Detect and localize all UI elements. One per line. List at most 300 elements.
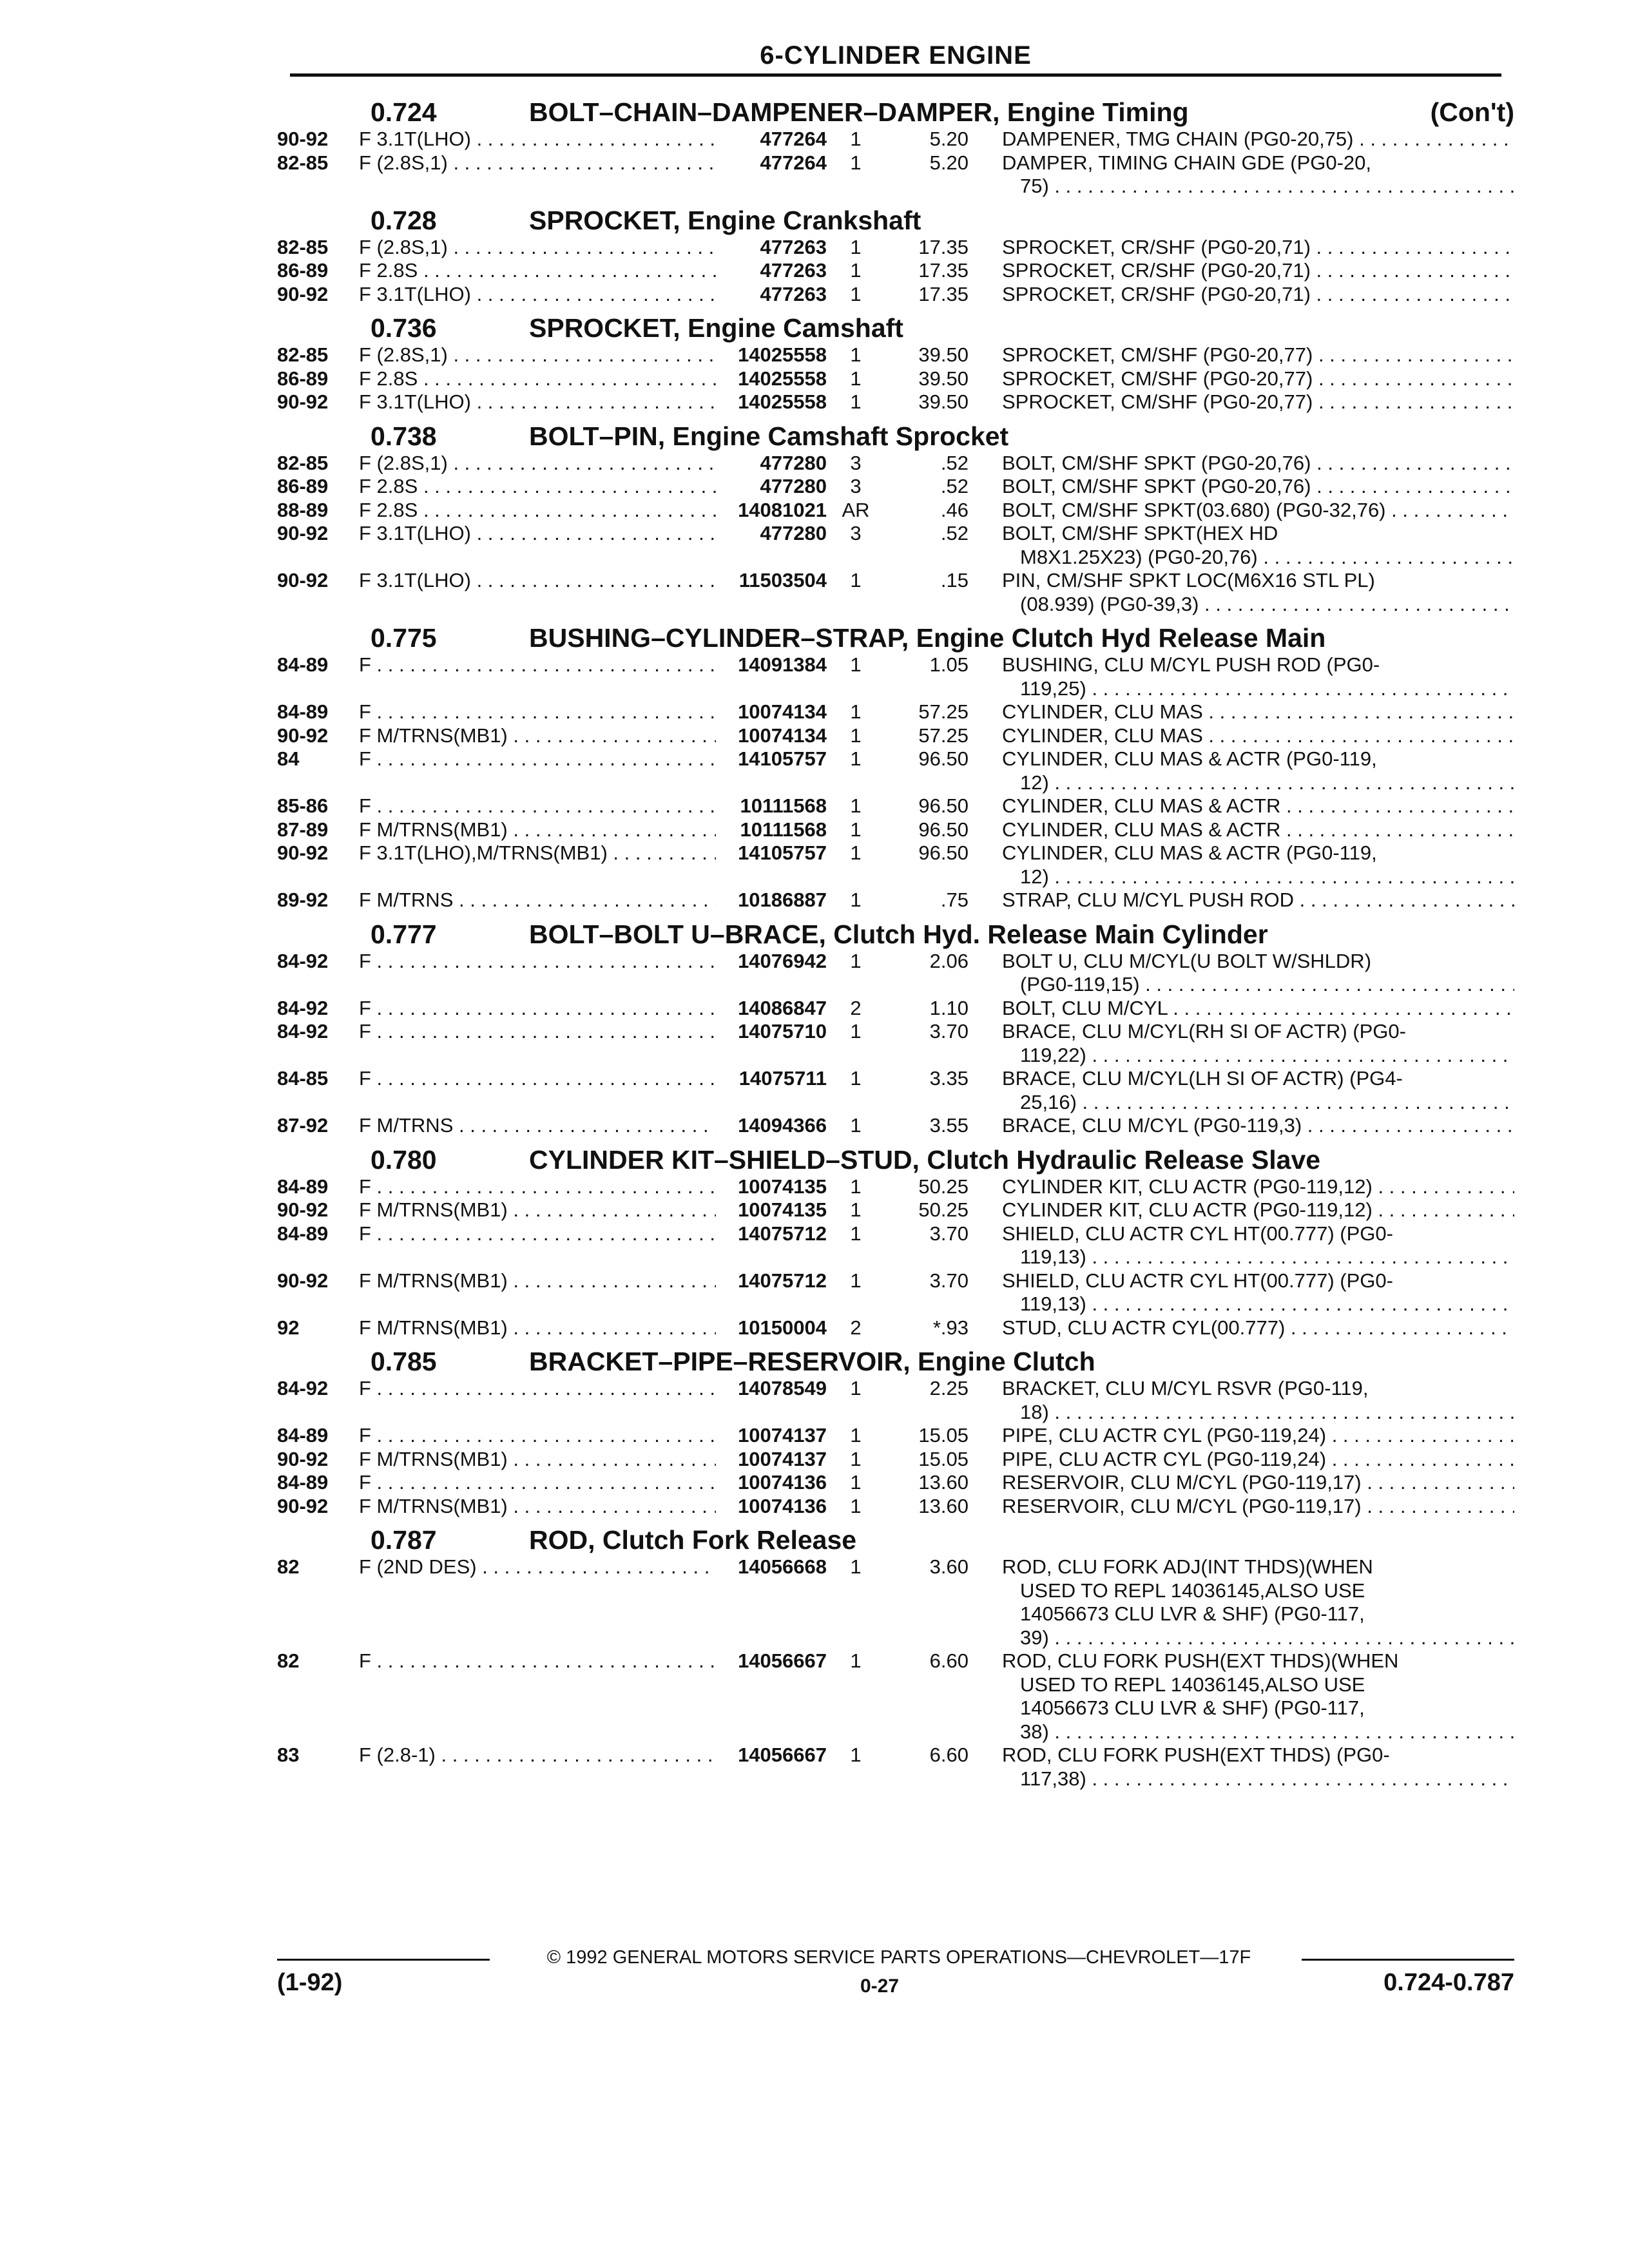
quantity: 1 [850,235,862,258]
parts-row [277,1424,1514,1448]
quantity: 1 [850,653,862,676]
description-line: 119,13) . . . [1002,1293,1514,1316]
quantity: 1 [850,747,862,770]
price: 17.35 [918,282,969,305]
description-line: DAMPENER, TMG CHAIN (PG0-20,75) . . . [1002,128,1514,151]
description-line: CYLINDER, CLU MAS . . . [1002,700,1514,724]
quantity: 3 [850,522,862,544]
quantity: 2 [850,1316,862,1339]
year-range: 90-92 [277,1447,329,1470]
description-line: BOLT, CM/SHF SPKT (PG0-20,76) . . . [1002,475,1514,499]
model-spec: F M/TRNS . . . [359,889,716,912]
description-line: M8X1.25X23) (PG0-20,76) . . . [1002,546,1514,570]
price: 96.50 [918,818,969,841]
part-description [1002,1495,1514,1519]
parts-row [277,390,1514,414]
part-number: 477264 [760,128,827,150]
model-spec: F 3.1T(LHO) . . . [359,128,716,151]
year-range: 86-89 [277,367,329,390]
year-range: 90-92 [277,522,329,544]
parts-row [277,794,1514,818]
section-code: 0.787 [371,1525,437,1555]
price: 96.50 [918,841,969,864]
parts-row [277,475,1514,499]
price: 13.60 [918,1471,969,1494]
section-header [277,1138,1514,1175]
year-range: 82-85 [277,343,329,366]
part-number: 14091384 [738,653,827,676]
description-line: CYLINDER, CLU MAS & ACTR (PG0-119, [1002,841,1377,864]
description-line: 12) . . . [1002,865,1514,889]
part-description [1002,841,1514,889]
year-range: 85-86 [277,794,329,817]
model-spec: F . . . [359,653,716,677]
quantity: 1 [850,1447,862,1470]
model-spec: F M/TRNS(MB1) . . . [359,1495,716,1519]
part-number: 477280 [760,522,827,544]
year-range: 83 [277,1744,300,1766]
description-line: BOLT, CM/SHF SPKT(03.680) (PG0-32,76) . . . [1002,499,1514,523]
price: 96.50 [918,747,969,770]
description-line: CYLINDER KIT, CLU ACTR (PG0-119,12) . . . [1002,1198,1514,1222]
description-line: STUD, CLU ACTR CYL(00.777) . . . [1002,1316,1514,1340]
year-range: 82-85 [277,151,329,174]
section-title: BRACKET–PIPE–RESERVOIR, Engine Clutch [529,1347,1095,1376]
parts-row [277,889,1514,912]
part-number: 14075712 [738,1222,827,1245]
quantity: 1 [850,1222,862,1245]
quantity: 1 [850,1114,862,1137]
part-number: 10074135 [738,1198,827,1221]
description-line: SPROCKET, CR/SHF (PG0-20,71) . . . [1002,283,1514,307]
description-line: BOLT U, CLU M/CYL(U BOLT W/SHLDR) [1002,949,1372,972]
year-range: 90-92 [277,1494,329,1517]
section-title: CYLINDER KIT–SHIELD–STUD, Clutch Hydraulic Release Slave [529,1144,1321,1175]
price: .52 [940,522,969,544]
description-line: BOLT, CLU M/CYL . . . [1002,997,1514,1021]
parts-row [277,1555,1514,1649]
part-number: 14075710 [738,1020,827,1043]
price: 13.60 [918,1494,969,1517]
part-number: 14056668 [738,1555,827,1578]
section-header [277,1518,1514,1555]
year-range: 90-92 [277,724,329,747]
part-description [1002,1744,1514,1791]
model-spec: F (2.8-1) . . . [359,1744,716,1767]
price: 3.60 [929,1555,969,1578]
description-line: BOLT, CM/SHF SPKT(HEX HD [1002,522,1278,544]
parts-row [277,1175,1514,1199]
part-number: 477263 [760,259,827,282]
part-number: 14105757 [738,747,827,770]
year-range: 84-89 [277,1222,329,1245]
footer-divider-left [277,1959,490,1961]
model-spec: F 2.8S . . . [359,259,716,283]
model-spec: F M/TRNS(MB1) . . . [359,1198,716,1222]
description-line: RESERVOIR, CLU M/CYL (PG0-119,17) . . . [1002,1471,1514,1495]
footer-copyright: © 1992 GENERAL MOTORS SERVICE PARTS OPERATIONS—CHEVROLET—17F [546,1947,1251,1968]
quantity: 1 [850,128,862,150]
quantity: 1 [850,282,862,305]
part-number: 477280 [760,451,827,474]
parts-row [277,1067,1514,1114]
quantity: 1 [850,1067,862,1090]
part-description [1002,1175,1514,1199]
model-spec: F M/TRNS(MB1) . . . [359,1269,716,1293]
parts-row [277,569,1514,616]
quantity: 1 [850,1649,862,1672]
part-number: 10074136 [738,1471,827,1494]
model-spec: F 2.8S . . . [359,475,716,499]
description-line: STRAP, CLU M/CYL PUSH ROD . . . [1002,889,1514,912]
quantity: 1 [850,1377,862,1399]
quantity: 1 [850,151,862,174]
year-range: 92 [277,1316,300,1339]
part-description [1002,283,1514,307]
quantity: 1 [850,343,862,366]
part-description [1002,747,1514,794]
section-code: 0.736 [371,313,437,343]
part-description [1002,1269,1514,1316]
price: 3.55 [929,1114,969,1137]
section-header [277,616,1514,653]
quantity: 1 [850,367,862,390]
price: 57.25 [918,724,969,747]
section-code: 0.775 [371,623,437,653]
part-number: 14056667 [738,1744,827,1766]
part-description [1002,724,1514,748]
parts-row [277,522,1514,569]
description-line: BRACE, CLU M/CYL (PG0-119,3) . . . [1002,1114,1514,1138]
price: 3.35 [929,1067,969,1090]
description-line: USED TO REPL 14036145,ALSO USE [1020,1673,1365,1696]
description-line: BUSHING, CLU M/CYL PUSH ROD (PG0- [1002,653,1380,676]
price: 3.70 [929,1222,969,1245]
parts-row [277,1649,1514,1744]
section-code: 0.777 [371,919,437,949]
model-spec: F 3.1T(LHO) . . . [359,390,716,414]
section-code: 0.738 [371,421,437,451]
parts-row [277,343,1514,367]
price: 3.70 [929,1269,969,1292]
model-spec: F (2.8S,1) . . . [359,151,716,175]
model-spec: F . . . [359,1377,716,1401]
price: .52 [940,451,969,474]
parts-row [277,950,1514,997]
model-spec: F . . . [359,794,716,818]
year-range: 84-89 [277,1424,329,1446]
year-range: 82 [277,1649,300,1672]
description-line: 39) . . . [1002,1626,1514,1650]
model-spec: F M/TRNS(MB1) . . . [359,724,716,748]
description-line: BRACE, CLU M/CYL(RH SI OF ACTR) (PG0- [1002,1020,1406,1043]
description-line: ROD, CLU FORK PUSH(EXT THDS) (PG0- [1002,1744,1390,1766]
description-line: CYLINDER, CLU MAS & ACTR . . . [1002,794,1514,818]
section-title: BOLT–CHAIN–DAMPENER–DAMPER, Engine Timing [529,97,1189,127]
description-line: 14056673 CLU LVR & SHF) (PG0-117, [1020,1696,1365,1719]
description-line: 25,16) . . . [1002,1091,1514,1115]
model-spec: F (2.8S,1) . . . [359,343,716,367]
part-description [1002,1316,1514,1340]
quantity: 1 [850,818,862,841]
part-description [1002,499,1514,523]
parts-row [277,747,1514,794]
part-number: 14075712 [738,1269,827,1292]
quantity: 3 [850,451,862,474]
price: 39.50 [918,390,969,413]
part-description [1002,343,1514,367]
part-description [1002,700,1514,724]
part-number: 10074134 [738,700,827,723]
description-line: 119,22) . . . [1002,1044,1514,1068]
description-line: DAMPER, TIMING CHAIN GDE (PG0-20, [1002,151,1372,174]
quantity: 1 [850,949,862,972]
part-description [1002,1020,1514,1067]
quantity: 1 [850,700,862,723]
quantity: 2 [850,996,862,1019]
model-spec: F . . . [359,1020,716,1044]
description-line: PIPE, CLU ACTR CYL (PG0-119,24) . . . [1002,1424,1514,1448]
model-spec: F . . . [359,1471,716,1495]
description-line: 75) . . . [1002,175,1514,198]
model-spec: F (2ND DES) . . . [359,1555,716,1579]
parts-row [277,259,1514,283]
quantity: 1 [850,390,862,413]
part-description [1002,367,1514,391]
part-number: 10074135 [738,1175,827,1198]
part-number: 10074137 [738,1424,827,1446]
price: 50.25 [918,1198,969,1221]
price: 15.05 [918,1447,969,1470]
section-header [277,90,1514,128]
part-number: 14075711 [738,1067,827,1090]
parts-row [277,1222,1514,1269]
parts-row [277,1269,1514,1316]
description-line: BRACE, CLU M/CYL(LH SI OF ACTR) (PG4- [1002,1067,1403,1090]
quantity: 1 [850,569,862,591]
description-line: 38) . . . [1002,1720,1514,1744]
model-spec: F 3.1T(LHO) . . . [359,569,716,593]
year-range: 90-92 [277,1198,329,1221]
part-description [1002,997,1514,1021]
part-description [1002,818,1514,842]
parts-row [277,151,1514,198]
description-line: SHIELD, CLU ACTR CYL HT(00.777) (PG0- [1002,1269,1393,1292]
part-number: 14094366 [738,1114,827,1137]
part-description [1002,151,1514,198]
price: .52 [940,475,969,497]
part-number: 14086847 [738,996,827,1019]
section-code: 0.724 [371,97,437,127]
model-spec: F M/TRNS . . . [359,1114,716,1138]
quantity: 1 [850,1269,862,1292]
part-description [1002,1377,1514,1424]
year-range: 90-92 [277,128,329,150]
model-spec: F M/TRNS(MB1) . . . [359,1448,716,1472]
part-number: 14105757 [738,841,827,864]
year-range: 87-89 [277,818,329,841]
parts-row [277,1495,1514,1519]
part-number: 10111568 [740,818,827,841]
section-header [277,414,1514,452]
model-spec: F . . . [359,747,716,771]
part-number: 11503504 [738,569,827,591]
section-code: 0.728 [371,205,437,235]
price: 2.25 [929,1377,969,1399]
year-range: 86-89 [277,259,329,282]
price: 5.20 [929,128,969,150]
description-line: ROD, CLU FORK ADJ(INT THDS)(WHEN [1002,1555,1373,1578]
part-number: 14078549 [738,1377,827,1399]
quantity: 1 [850,1471,862,1494]
quantity: 1 [850,1555,862,1578]
year-range: 84-89 [277,700,329,723]
parts-row [277,283,1514,307]
description-line: CYLINDER, CLU MAS & ACTR (PG0-119, [1002,747,1377,770]
quantity: 1 [850,1020,862,1043]
quantity: 1 [850,1744,862,1766]
part-description [1002,794,1514,818]
model-spec: F M/TRNS(MB1) . . . [359,1316,716,1340]
section-header [277,912,1514,950]
parts-row [277,499,1514,523]
part-number: 10186887 [738,889,827,911]
quantity: AR [842,498,870,521]
price: 39.50 [918,367,969,390]
part-number: 14025558 [738,343,827,366]
parts-row [277,1114,1514,1138]
price: 1.10 [929,996,969,1019]
section-title: SPROCKET, Engine Camshaft [529,313,903,343]
parts-catalog [277,90,1514,1791]
description-line: 117,38) . . . [1002,1767,1514,1791]
parts-row [277,1377,1514,1424]
price: 6.60 [929,1744,969,1766]
price: .46 [940,498,969,521]
part-number: 477280 [760,475,827,497]
description-line: SPROCKET, CM/SHF (PG0-20,77) . . . [1002,390,1514,414]
parts-row [277,653,1514,700]
price: .15 [940,569,969,591]
part-number: 10111568 [740,794,827,817]
year-range: 84 [277,747,300,770]
parts-row [277,700,1514,724]
year-range: 86-89 [277,475,329,497]
year-range: 90-92 [277,569,329,591]
quantity: 1 [850,889,862,911]
description-line: SPROCKET, CM/SHF (PG0-20,77) . . . [1002,367,1514,391]
part-description [1002,475,1514,499]
section-header [277,306,1514,343]
description-line: 14056673 CLU LVR & SHF) (PG0-117, [1020,1602,1365,1625]
description-line: SPROCKET, CM/SHF (PG0-20,77) . . . [1002,343,1514,367]
quantity: 1 [850,1424,862,1446]
year-range: 87-92 [277,1114,329,1137]
part-number: 14056667 [738,1649,827,1672]
price: *.93 [932,1316,969,1339]
part-description [1002,452,1514,476]
part-number: 14081021 [738,498,827,521]
model-spec: F (2.8S,1) . . . [359,236,716,260]
year-range: 84-92 [277,996,329,1019]
part-number: 10150004 [738,1316,827,1339]
part-description [1002,1114,1514,1138]
price: 15.05 [918,1424,969,1446]
parts-row [277,724,1514,748]
parts-row [277,1020,1514,1067]
year-range: 84-89 [277,1175,329,1198]
part-number: 10074136 [738,1494,827,1517]
parts-row [277,236,1514,260]
model-spec: F . . . [359,1424,716,1448]
model-spec: F . . . [359,997,716,1021]
part-description [1002,259,1514,283]
price: 96.50 [918,794,969,817]
year-range: 90-92 [277,390,329,413]
description-line: 12) . . . [1002,771,1514,795]
part-description [1002,1471,1514,1495]
quantity: 1 [850,794,862,817]
price: 17.35 [918,259,969,282]
year-range: 84-92 [277,1020,329,1043]
description-line: 18) . . . [1002,1401,1514,1425]
part-number: 14025558 [738,367,827,390]
description-line: PIN, CM/SHF SPKT LOC(M6X16 STL PL) [1002,569,1375,591]
description-line: USED TO REPL 14036145,ALSO USE [1020,1579,1365,1602]
page-title: 6-CYLINDER ENGINE [760,41,1032,70]
price: 57.25 [918,700,969,723]
year-range: 82-85 [277,451,329,474]
section-title: BOLT–PIN, Engine Camshaft Sprocket [529,421,1009,451]
section-title: BOLT–BOLT U–BRACE, Clutch Hyd. Release Main Cylinder [529,919,1268,949]
part-description [1002,569,1514,616]
parts-row [277,818,1514,842]
quantity: 1 [850,841,862,864]
part-number: 10074134 [738,724,827,747]
quantity: 1 [850,1494,862,1517]
model-spec: F . . . [359,1175,716,1199]
description-line: PIPE, CLU ACTR CYL (PG0-119,24) . . . [1002,1448,1514,1472]
model-spec: F . . . [359,1067,716,1091]
part-description [1002,1424,1514,1448]
parts-row [277,1471,1514,1495]
parts-row [277,1316,1514,1340]
description-line: (08.939) (PG0-39,3) . . . [1002,593,1514,617]
section-header [277,198,1514,236]
price: 6.60 [929,1649,969,1672]
year-range: 84-92 [277,1377,329,1399]
year-range: 88-89 [277,498,329,521]
parts-row [277,1448,1514,1472]
price: 5.20 [929,151,969,174]
section-code: 0.780 [371,1144,437,1175]
model-spec: F 2.8S . . . [359,499,716,523]
model-spec: F . . . [359,950,716,974]
part-description [1002,1198,1514,1222]
parts-row [277,1744,1514,1791]
footer-divider-right [1302,1959,1514,1961]
section-header [277,1340,1514,1377]
price: 39.50 [918,343,969,366]
description-line: RESERVOIR, CLU M/CYL (PG0-119,17) . . . [1002,1495,1514,1519]
description-line: CYLINDER, CLU MAS . . . [1002,724,1514,748]
model-spec: F 3.1T(LHO) . . . [359,283,716,307]
part-number: 10074137 [738,1447,827,1470]
part-description [1002,950,1514,997]
part-number: 14076942 [738,949,827,972]
description-line: 119,25) . . . [1002,677,1514,701]
description-line: BOLT, CM/SHF SPKT (PG0-20,76) . . . [1002,452,1514,476]
